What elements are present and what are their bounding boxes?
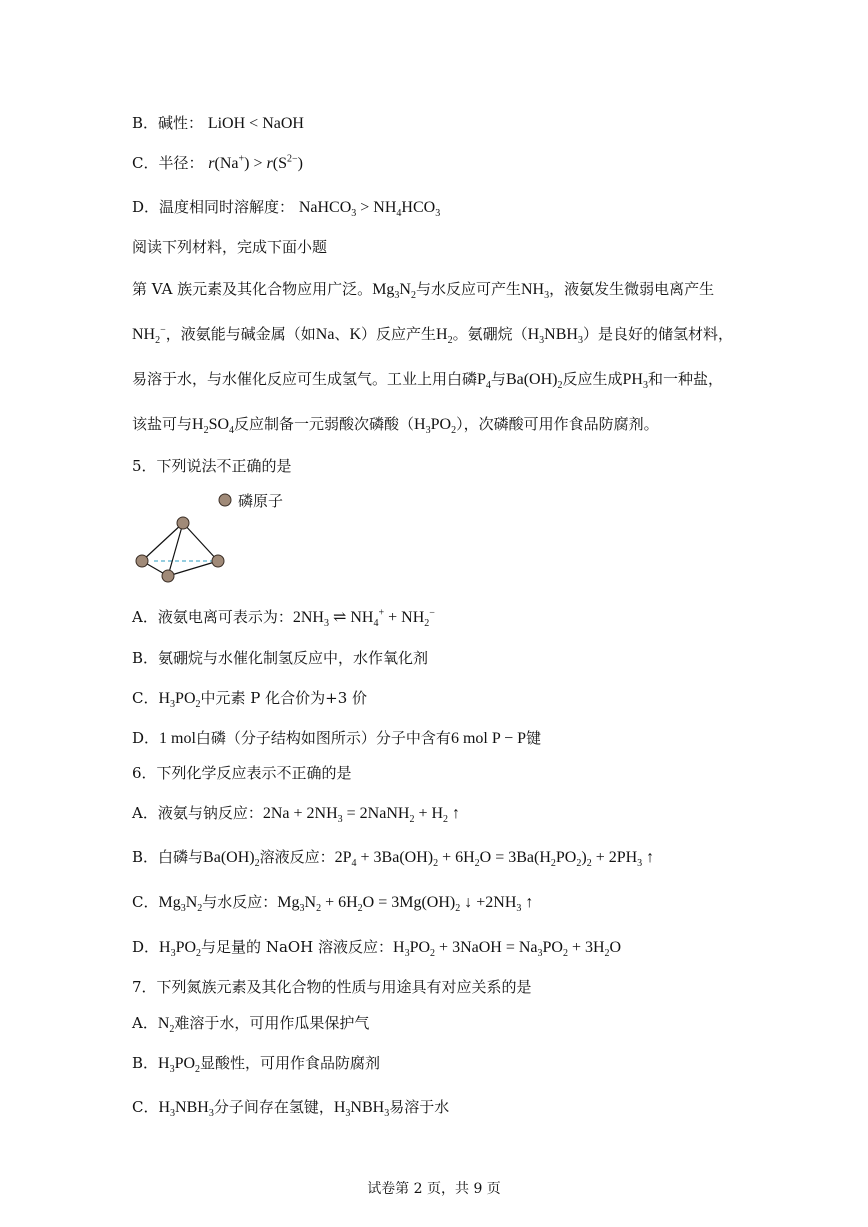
- phosphorus-atom: [162, 570, 174, 582]
- phosphorus-atom: [212, 555, 224, 567]
- option-4c: C．半径： $r(Na^+) > r(S^{2-})$: [132, 153, 303, 172]
- option-7c: C．$H_3NBH_3$分子间存在氢键，$H_3NBH_3$易溶于水: [132, 1098, 450, 1120]
- question-7-stem: 7．下列氮族元素及其化合物的性质与用途具有对应关系的是: [132, 978, 532, 996]
- phosphorus-atom: [136, 555, 148, 567]
- reading-paragraph-line-4: 该盐可与$H_2SO_4$反应制备一元弱酸次磷酸$(H_3PO_2)$，次磷酸可用作食品防腐剂。: [132, 415, 659, 437]
- option-6b: B．白磷与$Ba(OH)_2$溶液反应：$2P_4 + 3Ba(OH)_2 + 6H_2O = 3Ba(H_2PO_2)_2 + 2PH_3$ ↑: [132, 848, 655, 870]
- option-4b: B．碱性： LiOH < NaOH: [132, 114, 304, 132]
- option-4d: D．温度相同时溶解度： NaHCO$_3$ > $NH_4HCO_3$: [132, 198, 441, 220]
- reading-intro: 阅读下列材料，完成下面小题: [132, 238, 328, 256]
- option-6a: A．液氨与钠反应：$2Na + 2NH_3$ = 2NaNH$_2$ + $H_2$ ↑: [132, 804, 461, 826]
- page-footer: 试卷第 2 页，共 9 页: [367, 1181, 501, 1197]
- option-6d: D．$H_3PO_2$与足量的 NaOH 溶液反应：$H_3PO_2$ + 3NaOH = $Na_3PO_2 + 3H_2O$: [132, 938, 622, 960]
- white-phosphorus-structure-diagram: [128, 486, 298, 586]
- question-5-stem: 5．下列说法不正确的是: [132, 457, 292, 475]
- reading-paragraph-line-3: 易溶于水，与水催化反应可生成氢气。工业上用白磷$P_4$与$Ba(OH)_2$反应生成$PH_3$和一种盐，: [132, 370, 723, 392]
- option-7a: A．$N_2$难溶于水，可用作瓜果保护气: [132, 1014, 370, 1036]
- reading-paragraph-line-1: 第 VA 族元素及其化合物应用广泛。$Mg_3N_2$与水反应可产生$NH_3$，液氨发生微弱电离产生: [132, 280, 715, 302]
- legend-label: 磷原子: [238, 492, 284, 510]
- question-6-stem: 6．下列化学反应表示不正确的是: [132, 764, 352, 782]
- option-5b: B．氨硼烷与水催化制氢反应中，水作氧化剂: [132, 649, 429, 667]
- option-5d: D．1 mol白磷（分子结构如图所示）分子中含有6 mol P − P键: [132, 729, 542, 747]
- option-6c: C．$Mg_3N_2$与水反应：$Mg_3N_2 + 6H_2O = 3Mg(OH)_2$ ↓ $+2NH_3$ ↑: [132, 893, 534, 915]
- option-7b: B．$H_3PO_2$显酸性，可用作食品防腐剂: [132, 1054, 381, 1076]
- reading-paragraph-line-2: $NH_2^-$，液氨能与碱金属（如Na、K）反应产生$H_2$。氨硼烷$(H_3NBH_3)$是良好的储氢材料，: [132, 324, 733, 347]
- option-5a: A．液氨电离可表示为：$2NH_3$ ⇌ $NH_4^+ + NH_2^-$: [132, 607, 435, 630]
- legend-atom-icon: [219, 494, 231, 506]
- phosphorus-atom: [177, 517, 189, 529]
- option-5c: C．$H_3PO_2$中元素 P 化合价为+3 价: [132, 689, 368, 711]
